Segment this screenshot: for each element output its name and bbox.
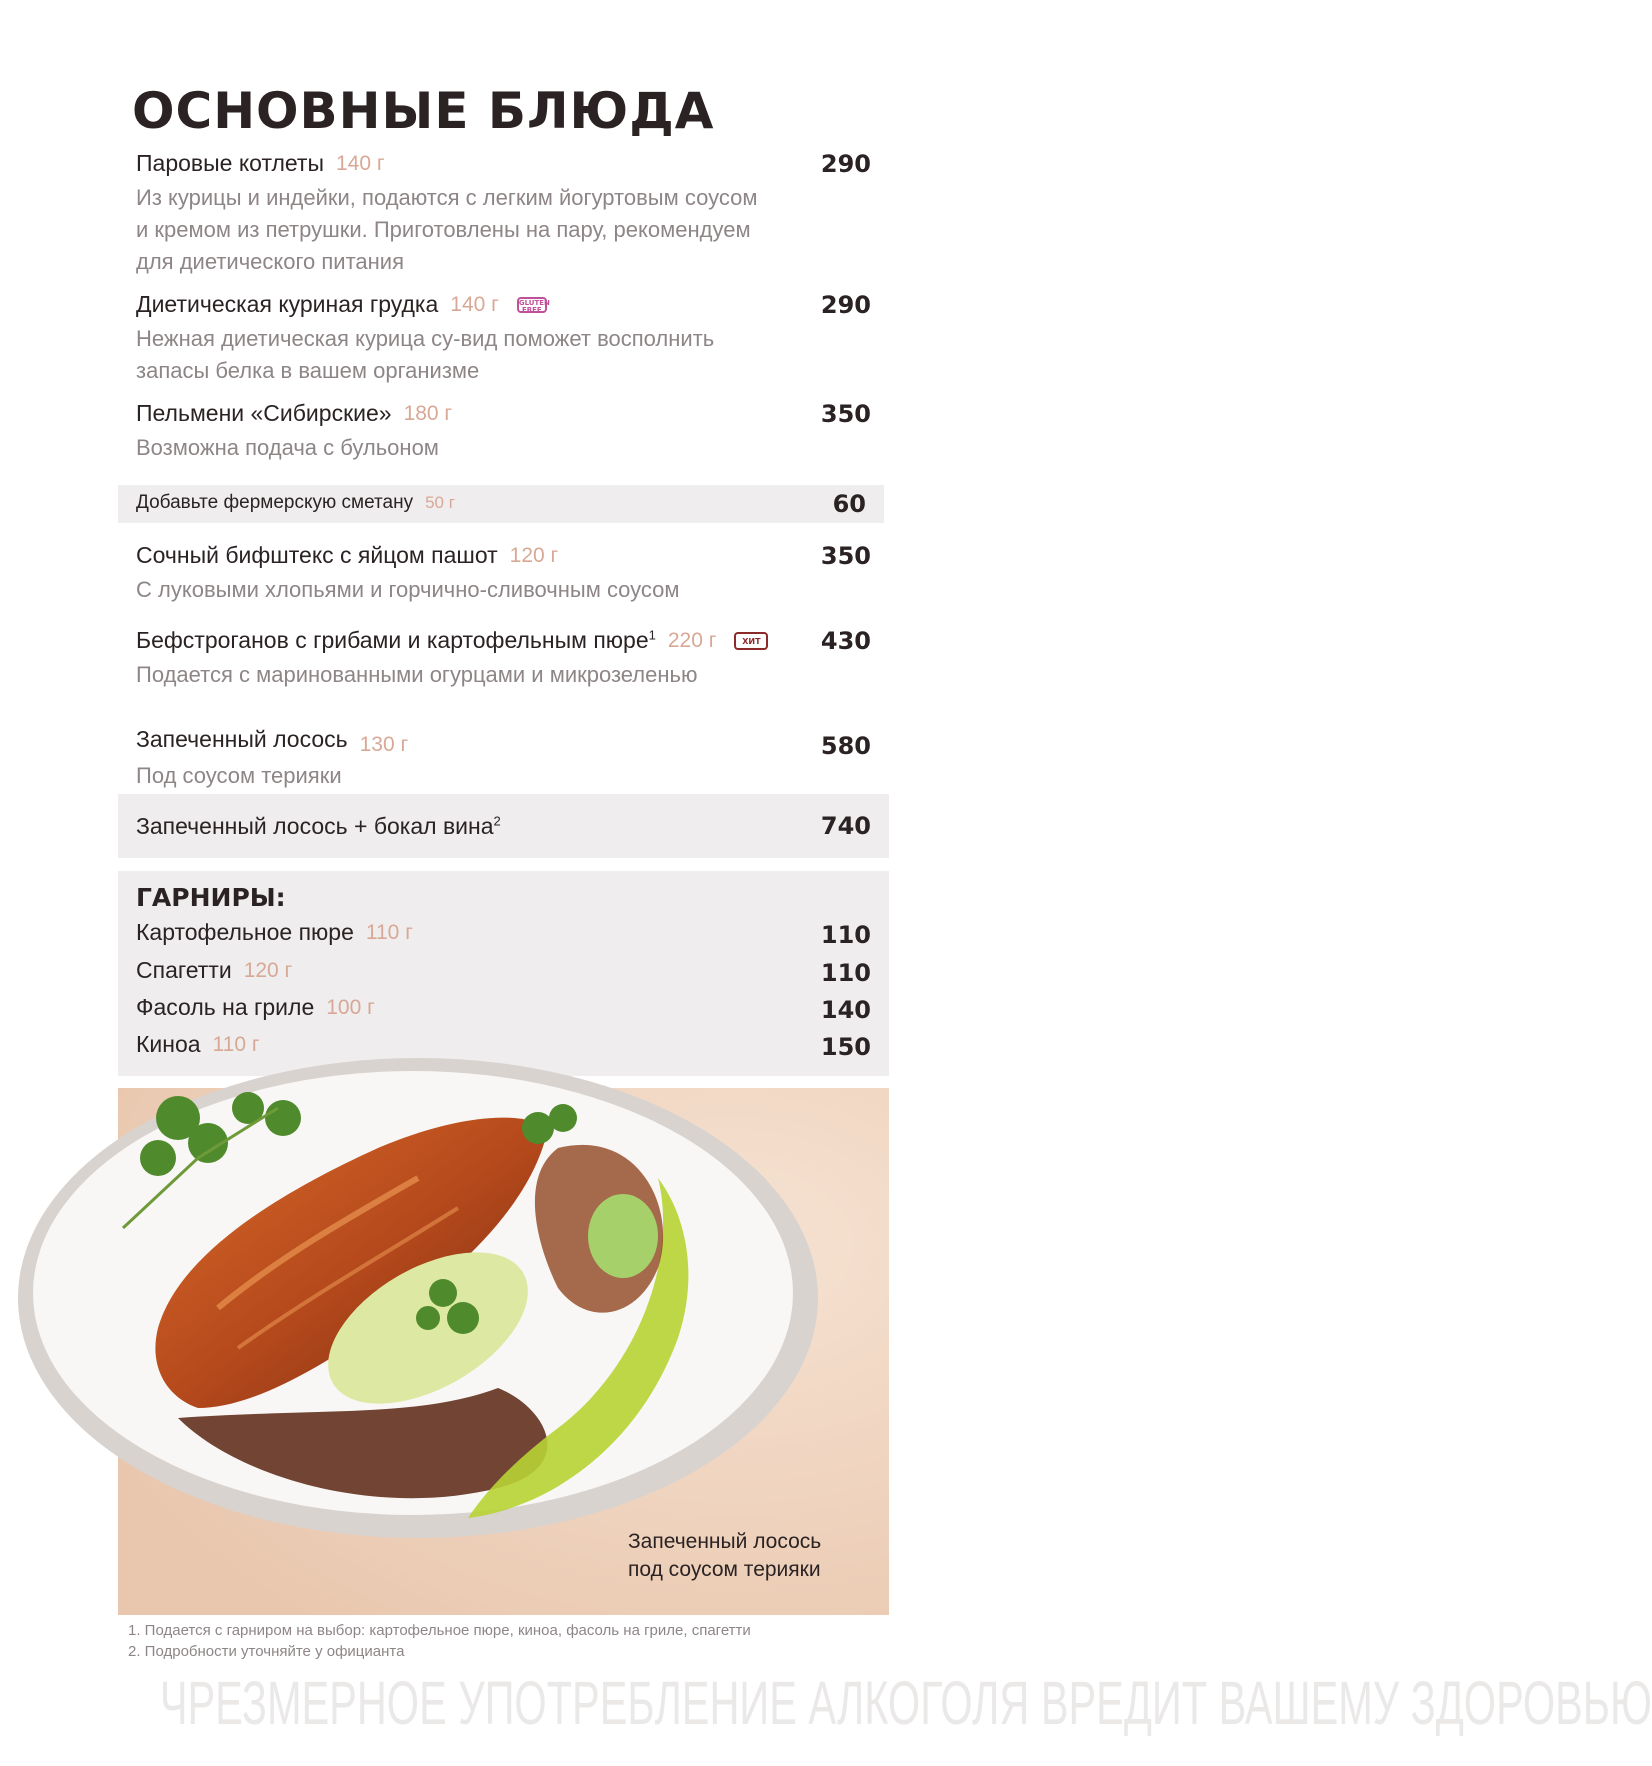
side-weight: 120 г xyxy=(243,958,293,982)
side-item xyxy=(136,994,871,1028)
description-line: и кремом из петрушки. Приготовлены на пару, рекомендуем xyxy=(136,217,751,242)
hit-badge-icon: ХИТ xyxy=(734,632,768,650)
combo-name: Запеченный лосось + бокал вина xyxy=(136,813,494,839)
description-line: Нежная диетическая курица су-вид поможет восполнить xyxy=(136,326,715,351)
side-item xyxy=(136,919,871,953)
dish-description xyxy=(136,182,871,278)
caption-line: Запеченный лосось xyxy=(628,1530,822,1553)
menu-item xyxy=(136,627,871,691)
side-price: 110 xyxy=(820,921,871,949)
dish-name: Паровые котлеты xyxy=(136,150,324,176)
menu-item xyxy=(136,291,871,387)
side-weight: 110 г xyxy=(212,1032,260,1056)
dish-description xyxy=(136,574,871,606)
menu-item xyxy=(136,150,871,278)
dish-price: 290 xyxy=(820,291,871,319)
description-line: Возможна подача с бульоном xyxy=(136,435,439,460)
dish-photo xyxy=(118,1088,889,1615)
sides-title: ГАРНИРЫ: xyxy=(136,883,286,912)
dish-name: Запеченный лосось xyxy=(136,726,348,752)
description-line: Подается с маринованными огурцами и микрозеленью xyxy=(136,662,698,687)
dish-description xyxy=(136,659,871,691)
avocado-scoop xyxy=(588,1194,658,1278)
description-line: для диетического питания xyxy=(136,249,405,274)
side-weight: 100 г xyxy=(326,995,375,1019)
dish-weight: 140 г xyxy=(336,151,385,175)
dish-description xyxy=(136,432,871,464)
description-line: Под соусом терияки xyxy=(136,763,342,788)
description-line: запасы белка в вашем организме xyxy=(136,358,480,383)
addon-label xyxy=(136,492,455,514)
footnotes xyxy=(128,1620,751,1662)
side-weight: 110 г xyxy=(365,920,413,944)
gluten-free-badge-icon: GLUTEN FREE xyxy=(518,298,550,314)
dish-weight: 220 г xyxy=(667,628,717,652)
sides-panel xyxy=(118,871,889,1076)
alcohol-warning: ЧРЕЗМЕРНОЕ УПОТРЕБЛЕНИЕ АЛКОГОЛЯ ВРЕДИТ ВАШЕМУ ЗДОРОВЬЮ xyxy=(159,1669,1652,1737)
dish-weight: 120 г xyxy=(509,543,559,567)
dish-description xyxy=(136,760,871,792)
side-name: Картофельное пюре xyxy=(136,919,354,945)
description-line: Из курицы и индейки, подаются с легким йогуртовым соусом xyxy=(136,185,758,210)
caption-line: под соусом терияки xyxy=(628,1558,821,1581)
dish-price: 290 xyxy=(820,150,871,178)
dish-price: 430 xyxy=(820,627,871,655)
dish-price: 350 xyxy=(820,400,871,428)
footnote-mark: 1 xyxy=(648,627,656,643)
dish-weight: 130 г xyxy=(359,732,409,756)
footnote: 1. Подается с гарниром на выбор: картофельное пюре, киноа, фасоль на гриле, спагетти xyxy=(128,1622,751,1639)
menu-item xyxy=(136,726,871,792)
addon-weight: 50 г xyxy=(425,492,455,512)
addon-band xyxy=(118,485,884,523)
side-item xyxy=(136,1031,871,1065)
side-price: 110 xyxy=(820,959,871,987)
dish-price: 350 xyxy=(820,542,871,570)
dish-name-text: Бефстроганов с грибами и картофельным пюре xyxy=(136,627,649,653)
side-name: Спагетти xyxy=(136,957,232,983)
dish-name: Пельмени «Сибирские» xyxy=(136,400,392,426)
side-price: 140 xyxy=(820,996,871,1024)
side-item xyxy=(136,957,871,991)
dish-weight: 180 г xyxy=(403,401,453,425)
footnote: 2. Подробности уточняйте у официанта xyxy=(128,1643,405,1660)
side-name: Фасоль на гриле xyxy=(136,994,315,1020)
dish-description xyxy=(136,323,871,387)
dish-name xyxy=(136,627,656,653)
dish-name: Сочный бифштекс с яйцом пашот xyxy=(136,542,498,568)
dish-name: Диетическая куриная грудка xyxy=(136,291,439,317)
menu-item xyxy=(136,542,871,606)
combo-label xyxy=(136,813,501,840)
addon-price: 60 xyxy=(832,490,866,518)
photo-caption xyxy=(628,1528,821,1584)
addon-name: Добавьте фермерскую сметану xyxy=(136,492,414,513)
section-title: ОСНОВНЫЕ БЛЮДА xyxy=(132,82,715,140)
menu-item xyxy=(136,400,871,464)
side-name: Киноа xyxy=(136,1031,201,1057)
combo-price: 740 xyxy=(820,812,871,840)
footnote-mark: 2 xyxy=(493,813,501,829)
dish-weight: 140 г xyxy=(450,292,499,316)
combo-band xyxy=(118,794,889,858)
dish-price: 580 xyxy=(820,732,871,760)
description-line: С луковыми хлопьями и горчично-сливочным соусом xyxy=(136,577,680,602)
side-price: 150 xyxy=(820,1033,871,1061)
